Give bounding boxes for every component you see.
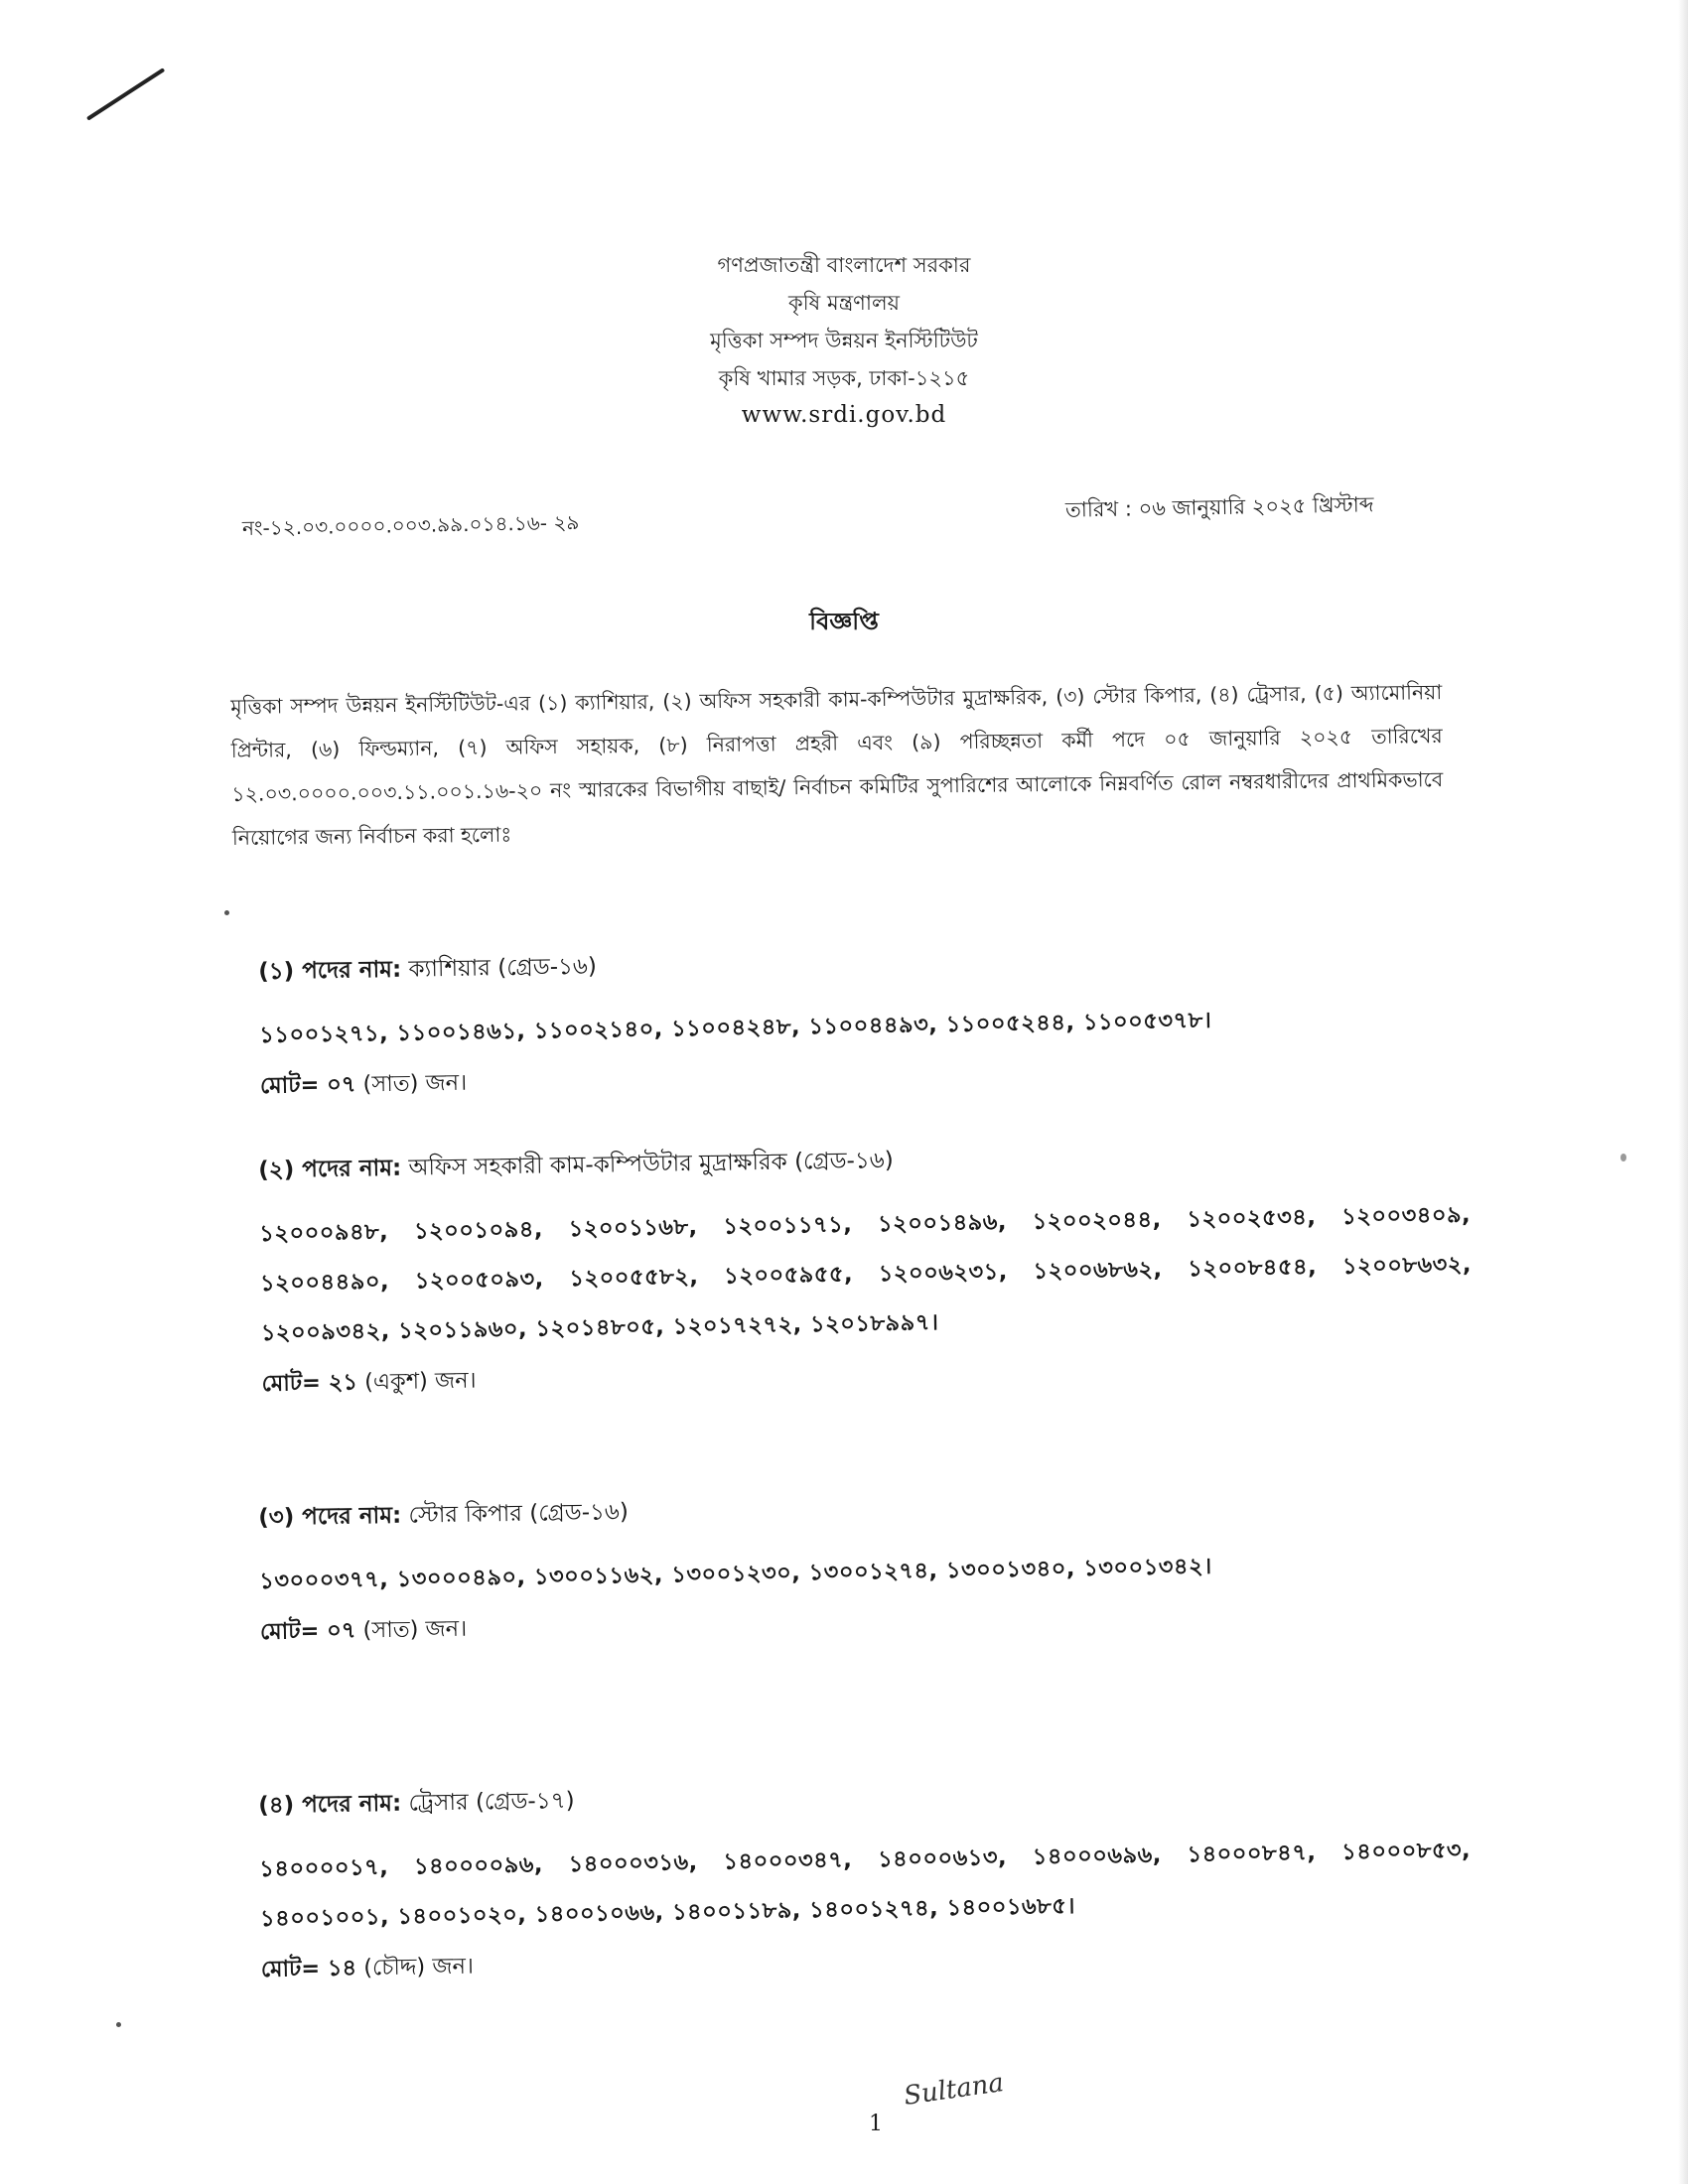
- post-heading: [258, 1770, 1470, 1823]
- institute-name: মৃত্তিকা সম্পদ উন্নয়ন ইনস্টিটিউট: [710, 329, 978, 352]
- institute-address: কৃষি খামার সড়ক, ঢাকা-১২১৫: [718, 366, 970, 390]
- total-count: মোট= ০৭: [259, 1617, 356, 1645]
- scan-speck: [224, 910, 229, 915]
- notice-title: বিজ্ঞপ্তি: [809, 608, 879, 635]
- total-count: মোট= ১৪: [260, 1955, 357, 1982]
- total-count-words: (সাত) জন।: [362, 1069, 468, 1098]
- post-section-office-assistant: [258, 1135, 1474, 1404]
- total-count: মোট= ২১: [261, 1369, 358, 1397]
- website-address: www.srdi.gov.bd: [741, 402, 947, 428]
- scan-speck: [116, 2022, 121, 2027]
- post-heading: [258, 1135, 1470, 1187]
- post-section-store-keeper: [258, 1482, 1472, 1652]
- post-heading: [258, 1482, 1470, 1535]
- letterhead: [0, 246, 1688, 433]
- roll-number-list: ১৪০০০০১৭, ১৪০০০০৯৬, ১৪০০০৩১৬, ১৪০০০৩৪৭, ১৪০০০৬১৩, ১৪০০০৬৯৬, ১৪০০০৮৪৭, ১৪০০০৮৫৩, ১৪০০১০০১, ১৪০০১০২০, ১৪০০১০৬৬, ১৪০০১১৮৯, ১৪০০১২৭৪, ১৪০০১৬৮৫।: [259, 1837, 1472, 1932]
- post-section-tracer: [258, 1770, 1473, 1989]
- post-name: ক্যাশিয়ার (গ্রেড-১৬): [408, 953, 598, 983]
- post-section-cashier: [258, 936, 1472, 1106]
- ministry-name: কৃষি মন্ত্রণালয়: [787, 291, 900, 315]
- post-heading: [258, 936, 1470, 989]
- issue-date: তারিখ : ০৬ জানুয়ারি ২০২৫ খ্রিস্টাব্দ: [1064, 492, 1374, 522]
- post-label: (৩) পদের নাম:: [258, 1502, 402, 1531]
- roll-number-list: ১৩০০০৩৭৭, ১৩০০০৪৯০, ১৩০০১১৬২, ১৩০০১২৩০, ১৩০০১২৭৪, ১৩০০১৩৪০, ১৩০০১৩৪২।: [259, 1553, 1212, 1594]
- scan-speck: [1620, 1154, 1626, 1161]
- government-name: গণপ্রজাতন্ত্রী বাংলাদেশ সরকার: [717, 253, 971, 277]
- post-label: (১) পদের নাম:: [258, 956, 402, 985]
- post-name: অফিস সহকারী কাম-কম্পিউটার মুদ্রাক্ষরিক (গ্রেড-১৬): [408, 1147, 894, 1181]
- total-count: মোট= ০৭: [259, 1071, 356, 1099]
- page-number: 1: [869, 2112, 883, 2136]
- total-count-words: (একুশ) জন।: [363, 1367, 477, 1396]
- post-label: (৪) পদের নাম:: [258, 1790, 402, 1819]
- post-name: ট্রেসার (গ্রেড-১৭): [408, 1787, 575, 1817]
- notice-intro-paragraph: মৃত্তিকা সম্পদ উন্নয়ন ইনস্টিটিউট-এর (১) ক্যাশিয়ার, (২) অফিস সহকারী কাম-কম্পিউটার মুদ্রাক্ষরিক, (৩) স্টোর কিপার, (৪) ট্রেসার, (৫) অ্যামোনিয়া প্রিন্টার, (৬) ফিল্ডম্যান, (৭) অফিস সহায়ক, (৮) নিরাপত্তা প্রহরী এবং (৯) পরিচ্ছন্নতা কর্মী পদে ০৫ জানুয়ারি ২০২৫ তারিখের ১২.০৩.০০০০.০০৩.১১.০০১.১৬-২০ নং স্মারকের বিভাগীয় বাছাই/ নির্বাচন কমিটির সুপারিশের আলোকে নিম্নবর্ণিত রোল নম্বরধারীদের প্রাথমিকভাবে নিয়োগের জন্য নির্বাচন করা হলোঃ: [230, 680, 1444, 850]
- roll-number-list: ১২০০০৯৪৮, ১২০০১০৯৪, ১২০০১১৬৮, ১২০০১১৭১, ১২০০১৪৯৬, ১২০০২০৪৪, ১২০০২৫৩৪, ১২০০৩৪০৯, ১২০০৪৪৯০, ১২০০৫০৯৩, ১২০০৫৫৮২, ১২০০৫৯৫৫, ১২০০৬২৩১, ১২০০৬৮৬২, ১২০০৮৪৫৪, ১২০০৮৬৩২, ১২০০৯৩৪২, ১২০১১৯৬০, ১২০১৪৮০৫, ১২০১৭২৭২, ১২০১৮৯৯৭।: [259, 1201, 1473, 1346]
- roll-number-list: ১১০০১২৭১, ১১০০১৪৬১, ১১০০২১৪০, ১১০০৪২৪৮, ১১০০৪৪৯৩, ১১০০৫২৪৪, ১১০০৫৩৭৮।: [259, 1007, 1212, 1048]
- pen-stroke-mark: [86, 68, 165, 120]
- memo-number: নং-১২.০৩.০০০০.০০৩.৯৯.০১৪.১৬- ২৯: [241, 510, 580, 540]
- post-label: (২) পদের নাম:: [258, 1155, 402, 1183]
- total-count-words: (চৌদ্দ) জন।: [363, 1953, 475, 1981]
- post-name: স্টোর কিপার (গ্রেড-১৬): [408, 1499, 630, 1529]
- total-count-words: (সাত) জন।: [362, 1615, 468, 1644]
- handwritten-signature: Sultana: [902, 2068, 1006, 2112]
